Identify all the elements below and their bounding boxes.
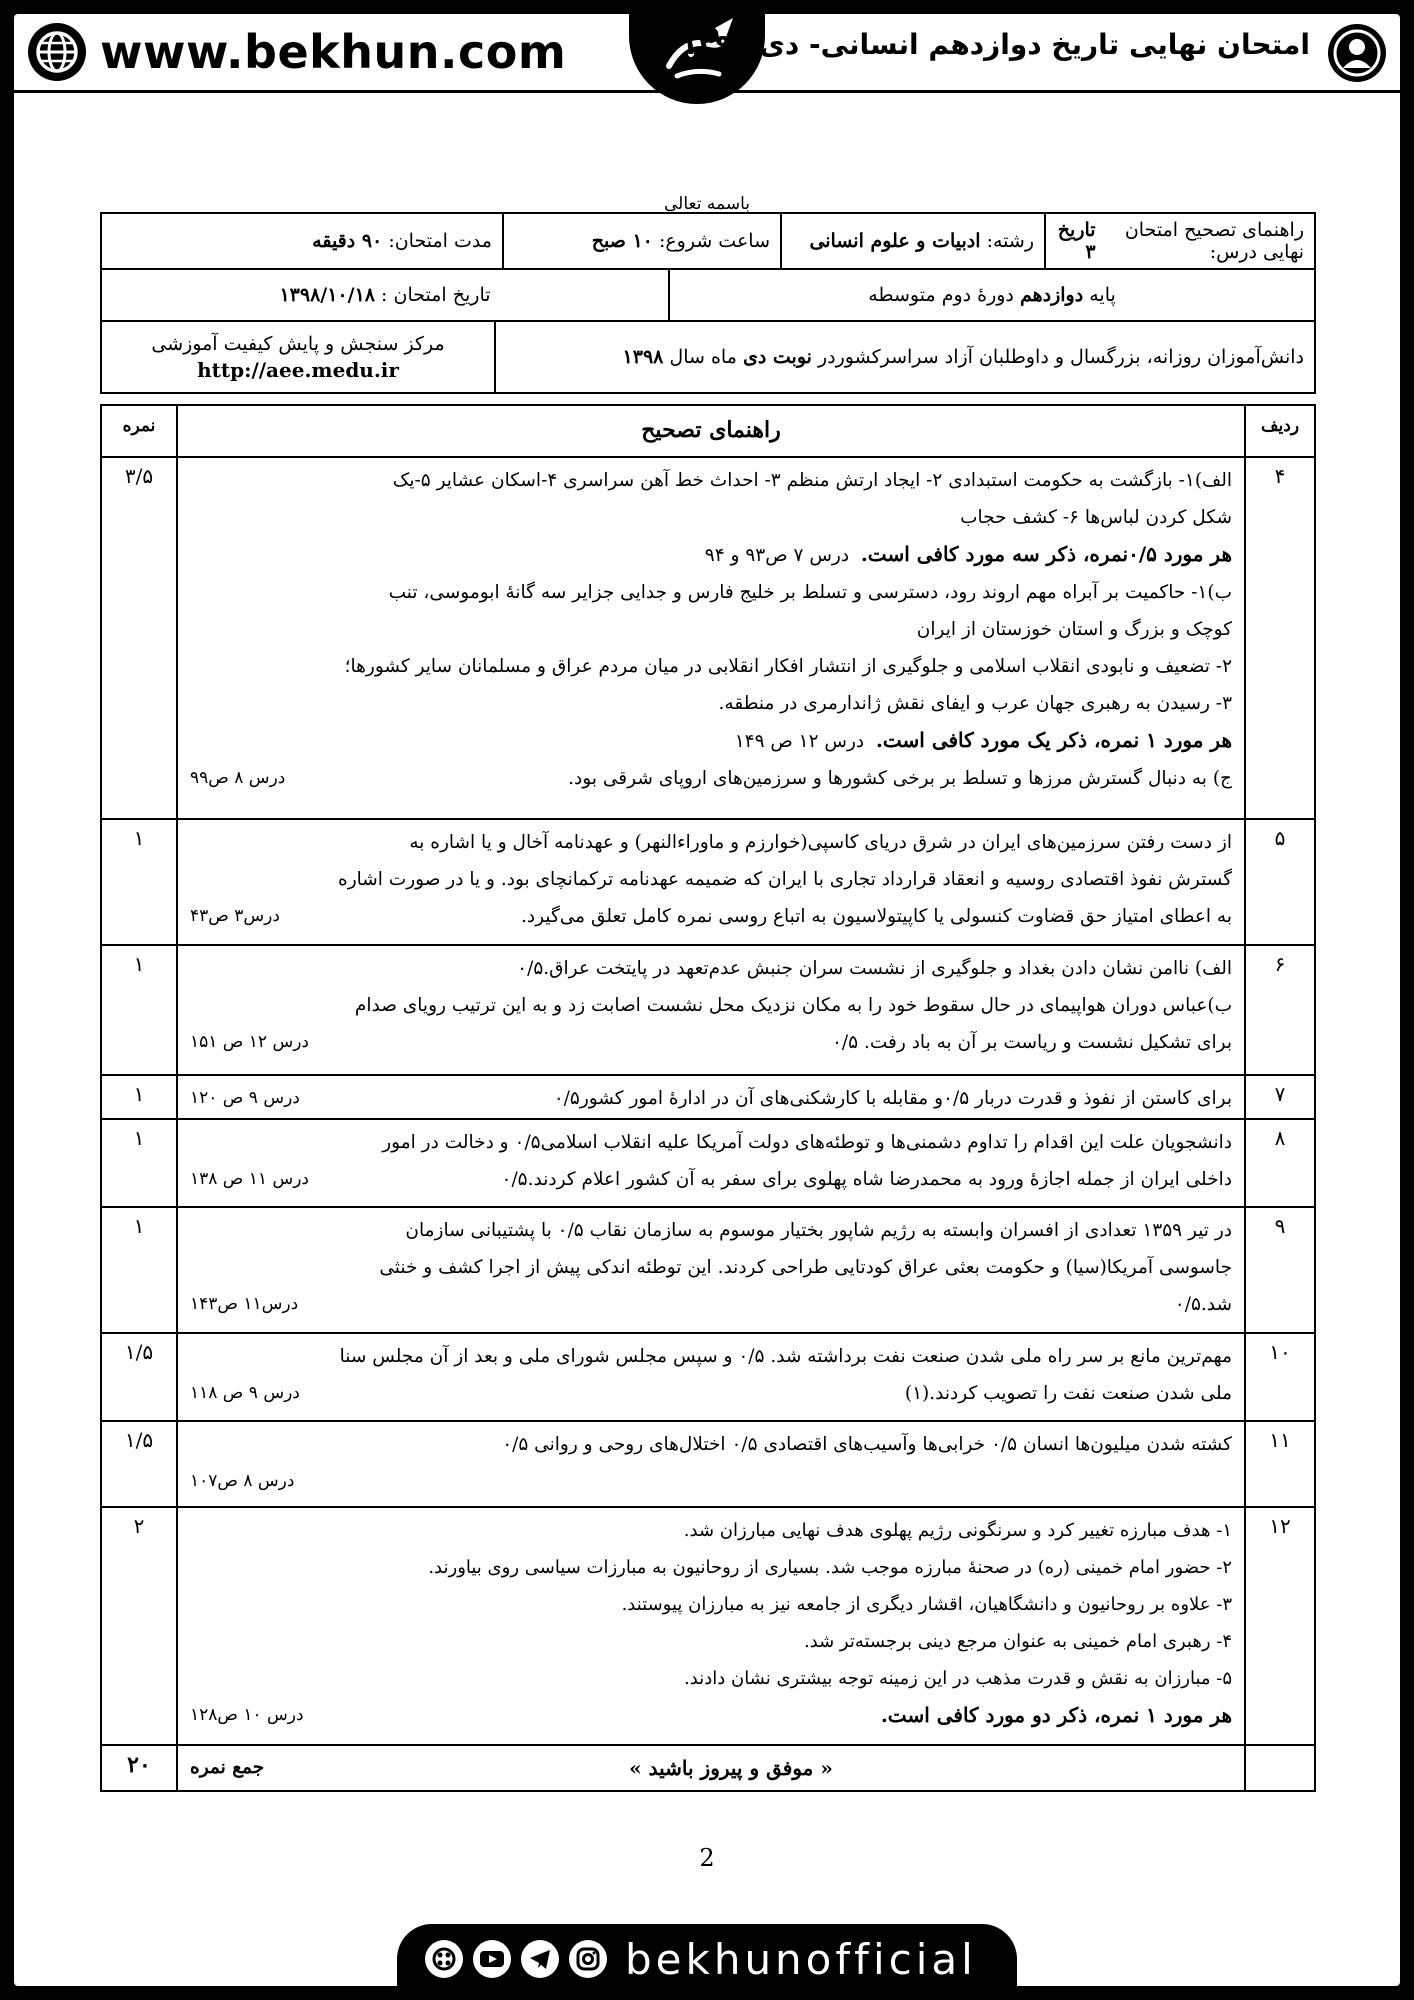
info-date: تاریخ امتحان : ۱۳۹۸/۱۰/۱۸ xyxy=(279,284,491,306)
table-row: ۱۰ مهم‌ترین مانع بر سر راه ملی شدن صنعت نفت برداشته شد. ۰/۵ و سپس مجلس شورای ملی و بعد از آن مجلس سنا ملی شدن صنعت نفت را تصویب کردند.(۱) درس ۹ ص ۱۱۸ ۱/۵ xyxy=(102,1334,1314,1422)
info-start-time: ساعت شروع: ۱۰ صبح xyxy=(502,214,780,268)
info-field: رشته: ادبیات و علوم انسانی xyxy=(780,214,1044,268)
site-url[interactable]: www.bekhun.com xyxy=(100,25,567,79)
social-footer xyxy=(397,1924,1017,1986)
telegram-icon[interactable] xyxy=(521,1940,559,1978)
center-url[interactable]: http://aee.medu.ir xyxy=(197,358,399,382)
total-score: ۲۰ xyxy=(127,1752,151,1778)
table-row: ۵ از دست رفتن سرزمین‌های ایران در شرق دریای کاسپی(خوارزم و ماوراءالنهر) و عهدنامه آخال و یا اشاره به گسترش نفوذ اقتصادی روسیه و انعقاد قرارداد تجاری با ایران که ضمیمه عهدنامه ترکمانچای بود. و یا در صورت اشاره به اعطای امتیاز حق قضاوت کنسولی یا کاپیتولاسیون به اتباع روسی نمره کامل تعلق می‌گیرد. درس۳ ص۴۳ ۱ xyxy=(102,820,1314,946)
table-header: ردیف راهنمای تصحیح نمره xyxy=(102,406,1314,458)
exam-info-table xyxy=(100,212,1316,394)
table-row: ۸ دانشجویان علت این اقدام را تداوم دشمنی‌ها و توطئه‌های دولت آمریکا علیه انقلاب اسلامی۰/۵ و دخالت در امور داخلی ایران از جمله اجازۀ ورود به محمدرضا شاه پهلوی برای سفر به آن کشور اعلام کردند.۰/۵ درس ۱۱ ص ۱۳۸ ۱ xyxy=(102,1120,1314,1208)
page-number: 2 xyxy=(699,1844,715,1872)
exam-title: امتحان نهایی تاریخ دوازدهم انسانی- دی ۱۳۹۸ xyxy=(681,28,1310,61)
info-duration: مدت امتحان: ۹۰ دقیقه xyxy=(312,230,492,252)
table-row: ۶ الف) ناامن نشان دادن بغداد و جلوگیری از نشست سران جنبش عدم‌تعهد در پایتخت عراق.۰/۵ ب)عباس دوران هواپیمای در حال سقوط خود را به مکان نزدیک محل نشست اصابت زد و به این ترتیب رویای صدام برای تشکیل نشست و ریاست بر آن به باد رفت. ۰/۵ درس ۱۲ ص ۱۵۱ ۱ xyxy=(102,946,1314,1076)
youtube-icon[interactable] xyxy=(473,1940,511,1978)
total-label: جمع نمره xyxy=(190,1757,265,1778)
globe-icon xyxy=(28,23,86,81)
bismillah: باسمه تعالی xyxy=(664,194,750,214)
instagram-icon[interactable] xyxy=(569,1940,607,1978)
total-row xyxy=(102,1746,1314,1790)
site-link[interactable] xyxy=(28,22,566,82)
table-row: ۴ الف)۱- بازگشت به حکومت استبدادی ۲- ایجاد ارتش منظم ۳- احداث خط آهن سراسری ۴-اسکان عشایر ۵-یک شکل کردن لباس‌ها ۶- کشف حجاب هر مورد ۰/۵نمره، ذکر سه مورد کافی است. درس ۷ ص۹۳ و ۹۴ ب)۱- حاکمیت بر آبراه مهم اروند رود، دسترسی و تسلط بر خلیج فارس و جدایی جزایر سه گانۀ ابوموسی، تنب کوچک و بزرگ و استان خوزستان از ایران ۲- تضعیف و نابودی انقلاب اسلامی و جلوگیری از انتشار افکار انقلابی در میان مردم عراق و مسلمانان سایر کشورها؛ ۳- رسیدن به رهبری جهان عرب و ایفای نقش ژاندارمری در منطقه. هر مورد ۱ نمره، ذکر یک مورد کافی است. درس ۱۲ ص ۱۴۹ ج) به دنبال گسترش مرزها و تسلط بر برخی کشورها و سرزمین‌های اروپای شرقی بود. درس ۸ ص۹۹ ۳/۵ xyxy=(102,458,1314,820)
table-row: ۹ در تیر ۱۳۵۹ تعدادی از افسران وابسته به رژیم شاپور بختیار موسوم به سازمان نقاب ۰/۵ با پشتیبانی سازمان جاسوسی آمریکا(سیا) و حکومت بعثی عراق کودتایی طراحی کردند. این توطئه اندکی پیش از اجرا کشف و خنثی شد.۰/۵ درس۱۱ ص۱۴۳ ۱ xyxy=(102,1208,1314,1334)
info-students: دانش‌آموزان روزانه، بزرگسال و داوطلبان آزاد سراسرکشوردر نوبت دی ماه سال ۱۳۹۸ xyxy=(494,322,1314,392)
answer-key-table xyxy=(100,404,1316,1792)
info-grade: پایه دوازدهم دورۀ دوم متوسطه xyxy=(668,270,1314,320)
social-handle[interactable]: bekhunofficial xyxy=(625,1934,977,1984)
info-center: مرکز سنجش و پایش کیفیت آموزشی http://aee.medu.ir xyxy=(151,333,445,382)
aparat-icon[interactable] xyxy=(425,1940,463,1978)
table-row: ۱۲ ۱- هدف مبارزه تغییر کرد و سرنگونی رژیم پهلوی هدف نهایی مبارزان شد. ۲- حضور امام خمینی (ره) در صحنۀ مبارزه موجب شد. بسیاری از روحانیون به مبارزات سیاسی روی بیاورند. ۳- علاوه بر روحانیون و دانشگاهیان، اقشار دیگری از جامعه نیز به مبارزان پیوستند. ۴- رهبری امام خمینی به عنوان مرجع دینی برجسته‌تر شد. ۵- مبارزان به نقش و قدرت مذهب در این زمینه توجه بیشتری نشان دادند. هر مورد ۱ نمره، ذکر دو مورد کافی است. درس ۱۰ ص۱۲۸ ۲ xyxy=(102,1508,1314,1746)
info-subject: راهنمای تصحیح امتحان نهایی درس: تاریخ ۳ xyxy=(1044,214,1314,268)
table-row: ۷ برای کاستن از نفوذ و قدرت دربار ۰/۵و مقابله با کارشکنی‌های آن در ادارۀ امور کشور۰/۵ درس ۹ ص ۱۲۰ ۱ xyxy=(102,1076,1314,1120)
top-banner xyxy=(14,14,1400,93)
table-row: ۱۱ کشته شدن میلیون‌ها انسان ۰/۵ خرابی‌ها وآسیب‌های اقتصادی ۰/۵ اختلال‌های روحی و روانی ۰/۵ درس ۸ ص۱۰۷ ۱/۵ xyxy=(102,1422,1314,1508)
user-icon[interactable] xyxy=(1328,24,1386,82)
page xyxy=(14,14,1400,1986)
closing-text: « موفق و پیروز باشید » xyxy=(629,1756,833,1780)
